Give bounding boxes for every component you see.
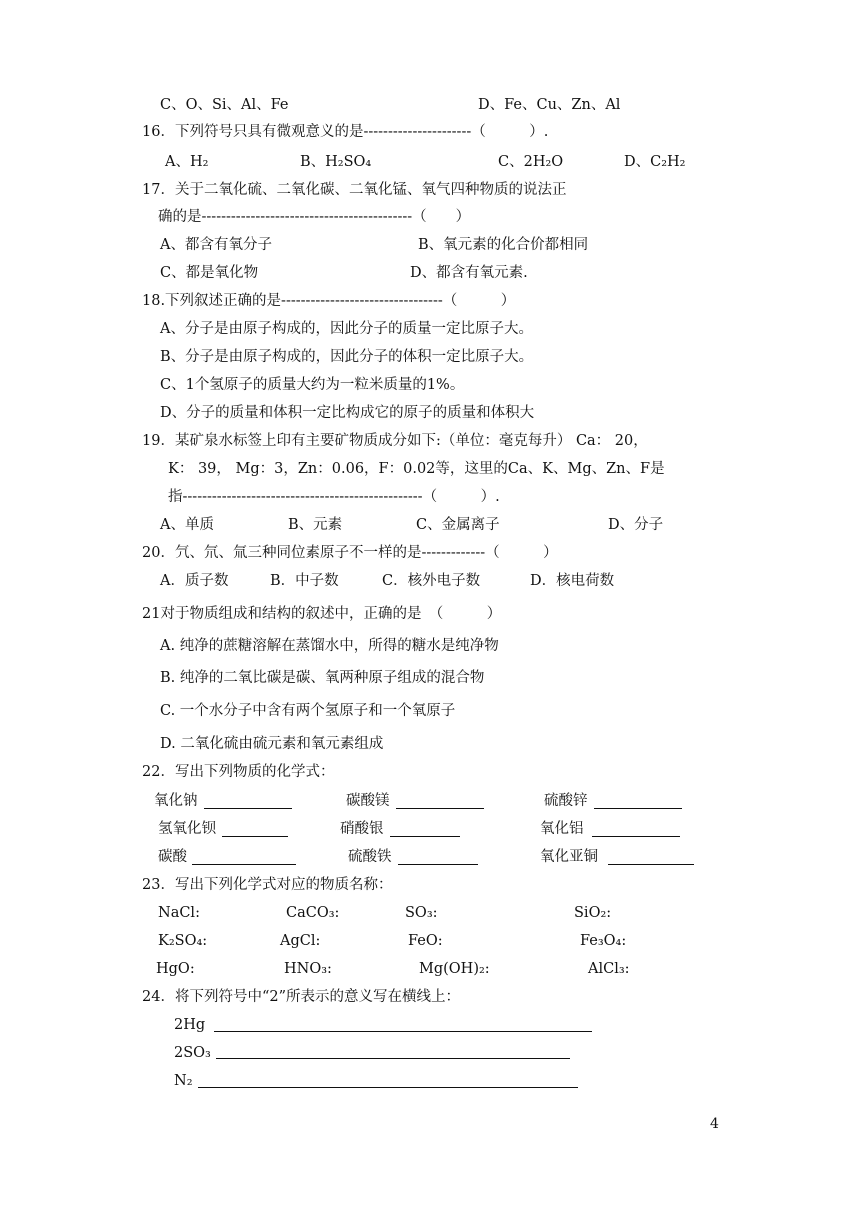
q24-symbol-2hg: 2Hg <box>174 1017 206 1033</box>
option-d-q20: D．核电荷数 <box>530 573 615 589</box>
answer-line[interactable] <box>214 1031 592 1032</box>
answer-blank[interactable] <box>608 864 694 865</box>
option-a-q17: A、都含有氧分子 <box>160 237 272 253</box>
question-18: 18.下列叙述正确的是---------------------------------（ ） <box>142 293 516 309</box>
answer-line[interactable] <box>216 1058 570 1059</box>
option-a-q20: A．质子数 <box>160 573 229 589</box>
option-a-q18: A、分子是由原子构成的，因此分子的质量一定比原子大。 <box>160 321 533 337</box>
option-b-q21: B. 纯净的二氧比碳是碳、氧两种原子组成的混合物 <box>160 670 485 686</box>
q23-formula: NaCl: <box>158 905 200 921</box>
option-b-q16: B、H₂SO₄ <box>300 154 372 170</box>
option-c-q19: C、金属离子 <box>416 517 500 533</box>
option-b-q17: B、氧元素的化合价都相同 <box>418 237 589 253</box>
option-c-q15: C、O、Si、Al、Fe <box>160 97 289 113</box>
q23-formula: K₂SO₄: <box>158 933 208 949</box>
answer-blank[interactable] <box>396 808 484 809</box>
q22-item-barium-hydroxide: 氢氧化钡 <box>158 821 216 837</box>
q23-formula: HNO₃: <box>284 961 332 977</box>
question-19-cont2: 指-------------------------------------------------（ ）. <box>168 489 500 505</box>
q23-formula: CaCO₃: <box>286 905 340 921</box>
q22-item-zinc-sulfate: 硫酸锌 <box>544 793 588 809</box>
question-19-cont: K： 39， Mg：3，Zn：0.06，F：0.02等，这里的Ca、K、Mg、Zn、F是 <box>168 461 665 477</box>
option-c-q21: C. 一个水分子中含有两个氢原子和一个氧原子 <box>160 703 456 719</box>
q23-formula: AlCl₃: <box>588 961 630 977</box>
q22-item-magnesium-carbonate: 碳酸镁 <box>346 793 390 809</box>
q22-item-cuprous-oxide: 氧化亚铜 <box>540 849 598 865</box>
q24-symbol-n2: N₂ <box>174 1073 193 1089</box>
option-d-q18: D、分子的质量和体积一定比构成它的原子的质量和体积大 <box>160 405 535 421</box>
question-24: 24．将下列符号中“2”所表示的意义写在横线上： <box>142 989 460 1005</box>
answer-blank[interactable] <box>390 836 460 837</box>
option-c-q16: C、2H₂O <box>498 154 564 170</box>
question-19: 19．某矿泉水标签上印有主要矿物质成分如下:（单位：毫克每升） Ca： 20， <box>142 433 648 449</box>
option-d-q16: D、C₂H₂ <box>624 154 686 170</box>
question-16: 16．下列符号只具有微观意义的是----------------------（ ）. <box>142 124 549 140</box>
answer-blank[interactable] <box>594 808 682 809</box>
q23-formula: Fe₃O₄: <box>580 933 627 949</box>
option-c-q20: C．核外电子数 <box>382 573 481 589</box>
q23-formula: AgCl: <box>280 933 321 949</box>
option-d-q19: D、分子 <box>608 517 664 533</box>
answer-blank[interactable] <box>192 864 296 865</box>
q23-formula: HgO: <box>156 961 195 977</box>
q24-symbol-2so3: 2SO₃ <box>174 1045 211 1061</box>
option-d-q21: D. 二氧化硫由硫元素和氧元素组成 <box>160 736 384 752</box>
q22-item-ferric-sulfate: 硫酸铁 <box>348 849 392 865</box>
q22-item-silver-nitrate: 硝酸银 <box>340 821 384 837</box>
q23-formula: SO₃: <box>405 905 438 921</box>
q22-item-sodium-oxide: 氧化钠 <box>154 793 198 809</box>
option-c-q17: C、都是氧化物 <box>160 265 259 281</box>
answer-blank[interactable] <box>222 836 288 837</box>
option-b-q18: B、分子是由原子构成的，因此分子的体积一定比原子大。 <box>160 349 534 365</box>
page-number: 4 <box>710 1116 719 1132</box>
question-21: 21对于物质组成和结构的叙述中，正确的是 （ ） <box>142 606 502 622</box>
answer-blank[interactable] <box>398 864 478 865</box>
question-17: 17．关于二氧化硫、二氧化碳、二氧化锰、氧气四种物质的说法正 <box>142 182 567 198</box>
q23-formula: FeO: <box>408 933 443 949</box>
option-a-q21: A. 纯净的蔗糖溶解在蒸馏水中，所得的糖水是纯净物 <box>160 638 499 654</box>
option-a-q19: A、单质 <box>160 517 214 533</box>
option-c-q18: C、1个氢原子的质量大约为一粒米质量的1%。 <box>160 377 465 393</box>
q22-item-aluminium-oxide: 氧化铝 <box>540 821 584 837</box>
question-23: 23．写出下列化学式对应的物质名称： <box>142 877 393 893</box>
q23-formula: SiO₂: <box>574 905 612 921</box>
answer-blank[interactable] <box>204 808 292 809</box>
q23-formula: Mg(OH)₂: <box>419 961 490 977</box>
option-b-q20: B．中子数 <box>270 573 339 589</box>
q22-item-carbonic-acid: 碳酸 <box>158 849 187 865</box>
question-17-cont: 确的是-------------------------------------------（ ） <box>158 209 471 225</box>
option-b-q19: B、元素 <box>288 517 343 533</box>
option-d-q17: D、都含有氧元素. <box>410 265 528 281</box>
option-d-q15: D、Fe、Cu、Zn、Al <box>478 97 621 113</box>
option-a-q16: A、H₂ <box>165 154 209 170</box>
question-22: 22．写出下列物质的化学式： <box>142 764 335 780</box>
answer-line[interactable] <box>198 1087 578 1088</box>
question-20: 20．氕、氘、氚三种同位素原子不一样的是-------------（ ） <box>142 545 558 561</box>
answer-blank[interactable] <box>592 836 680 837</box>
